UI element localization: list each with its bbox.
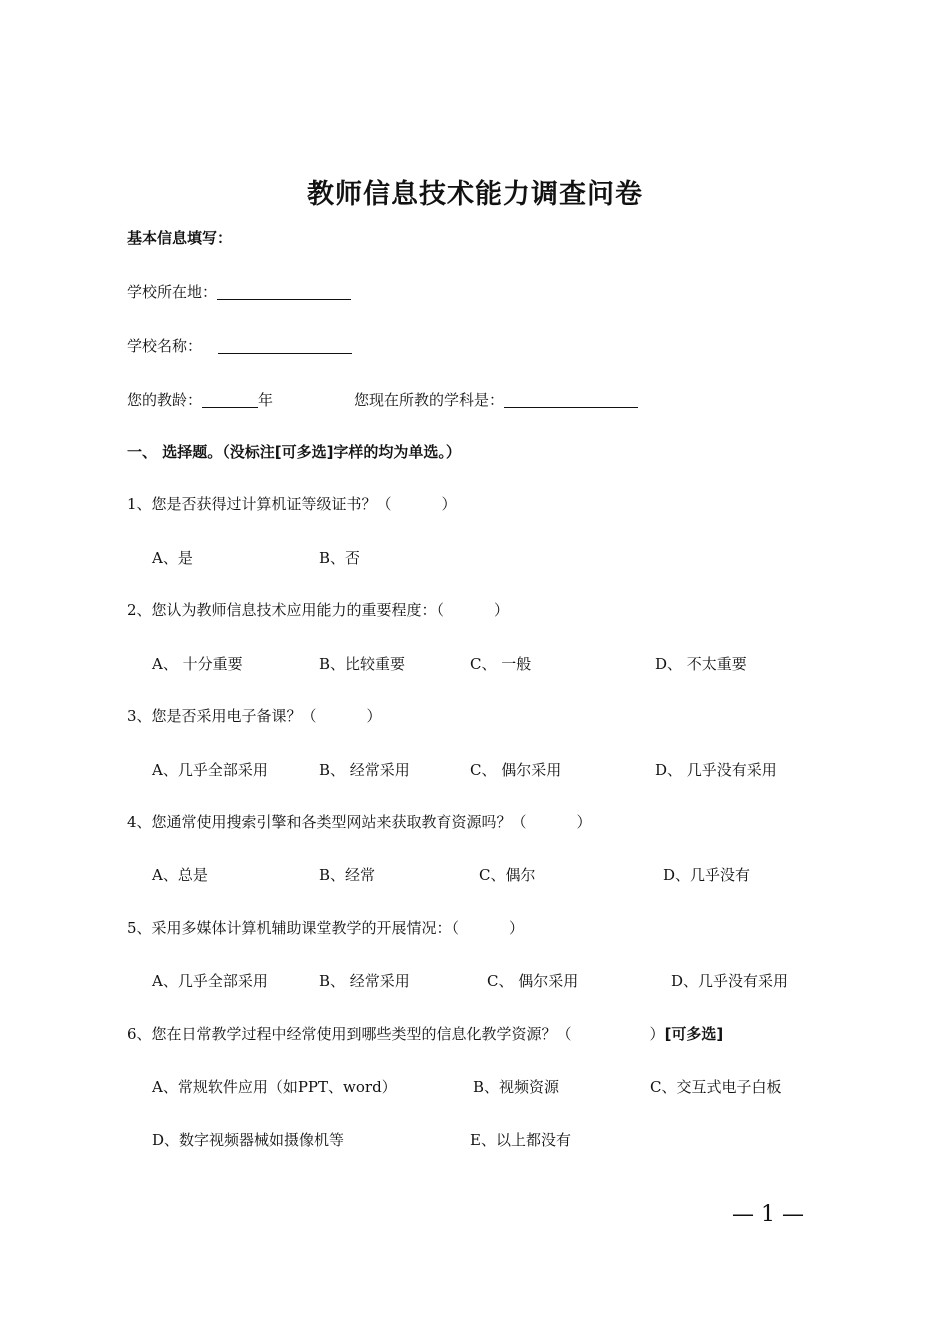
q3-option-b[interactable]: B、 经常采用 [319, 761, 410, 779]
q5-option-a[interactable]: A、几乎全部采用 [152, 972, 268, 990]
question-text: 3、您是否采用电子备课？（ [127, 707, 317, 725]
page-title: 教师信息技术能力调查问卷 [307, 179, 643, 210]
question-text: 5、采用多媒体计算机辅助课堂教学的开展情况：（ [127, 919, 460, 937]
question-4 [127, 812, 592, 832]
school-name-blank[interactable] [218, 337, 352, 354]
q5-option-d[interactable]: D、几乎没有采用 [671, 972, 789, 990]
question-close-paren: ） [649, 1025, 665, 1043]
question-1 [127, 494, 457, 514]
school-location-row [127, 282, 351, 302]
q4-option-d[interactable]: D、几乎没有 [663, 866, 751, 884]
subject-label: 您现在所教的学科是： [354, 391, 505, 409]
question-5 [127, 918, 524, 938]
school-name-label: 学校名称： [127, 337, 203, 355]
q3-option-d[interactable]: D、 几乎没有采用 [655, 761, 777, 779]
section-one-heading: 一、 选择题。（没标注[可多选]字样的均为单选。） [127, 443, 461, 461]
q2-option-b[interactable]: B、比较重要 [319, 655, 406, 673]
q2-option-c[interactable]: C、 一般 [470, 655, 532, 673]
q3-option-a[interactable]: A、几乎全部采用 [152, 761, 268, 779]
q5-option-b[interactable]: B、 经常采用 [319, 972, 410, 990]
q3-option-c[interactable]: C、 偶尔采用 [470, 761, 562, 779]
teaching-age-row [127, 390, 273, 410]
page-number: — 1 — [732, 1202, 804, 1227]
teaching-age-blank[interactable] [202, 391, 258, 408]
question-close-paren: ） [576, 813, 592, 831]
q6-option-a[interactable]: A、常规软件应用（如PPT、word） [152, 1078, 397, 1096]
question-text: 4、您通常使用搜索引擎和各类型网站来获取教育资源吗？（ [127, 813, 527, 831]
question-2 [127, 600, 509, 620]
question-close-paren: ） [509, 919, 525, 937]
question-text: 6、您在日常教学过程中经常使用到哪些类型的信息化教学资源？（ [127, 1025, 572, 1043]
teaching-age-label: 您的教龄： [127, 391, 203, 409]
question-text: 2、您认为教师信息技术应用能力的重要程度：（ [127, 601, 445, 619]
q2-option-a[interactable]: A、 十分重要 [152, 655, 243, 673]
q1-option-a[interactable]: A、是 [152, 549, 193, 567]
question-3 [127, 706, 382, 726]
school-location-label: 学校所在地： [127, 283, 218, 301]
basic-info-heading: 基本信息填写： [127, 229, 233, 247]
q6-option-c[interactable]: C、交互式电子白板 [650, 1078, 782, 1096]
q6-option-d[interactable]: D、数字视频器械如摄像机等 [152, 1131, 345, 1149]
q4-option-a[interactable]: A、总是 [152, 866, 208, 884]
subject-blank[interactable] [504, 391, 638, 408]
question-close-paren: ） [366, 707, 382, 725]
q6-option-e[interactable]: E、以上都没有 [470, 1131, 571, 1149]
q1-option-b[interactable]: B、否 [319, 549, 361, 567]
subject-row [354, 390, 638, 410]
q2-option-d[interactable]: D、 不太重要 [655, 655, 747, 673]
q4-option-c[interactable]: C、偶尔 [479, 866, 536, 884]
question-close-paren: ） [441, 495, 457, 513]
question-6 [127, 1024, 723, 1044]
q6-option-b[interactable]: B、视频资源 [473, 1078, 560, 1096]
school-location-blank[interactable] [217, 283, 351, 300]
q4-option-b[interactable]: B、经常 [319, 866, 376, 884]
question-text: 1、您是否获得过计算机证等级证书？（ [127, 495, 392, 513]
multi-select-tag: [可多选] [664, 1025, 724, 1043]
q5-option-c[interactable]: C、 偶尔采用 [487, 972, 579, 990]
teaching-age-unit: 年 [258, 391, 274, 409]
school-name-row [127, 336, 352, 356]
question-close-paren: ） [494, 601, 510, 619]
